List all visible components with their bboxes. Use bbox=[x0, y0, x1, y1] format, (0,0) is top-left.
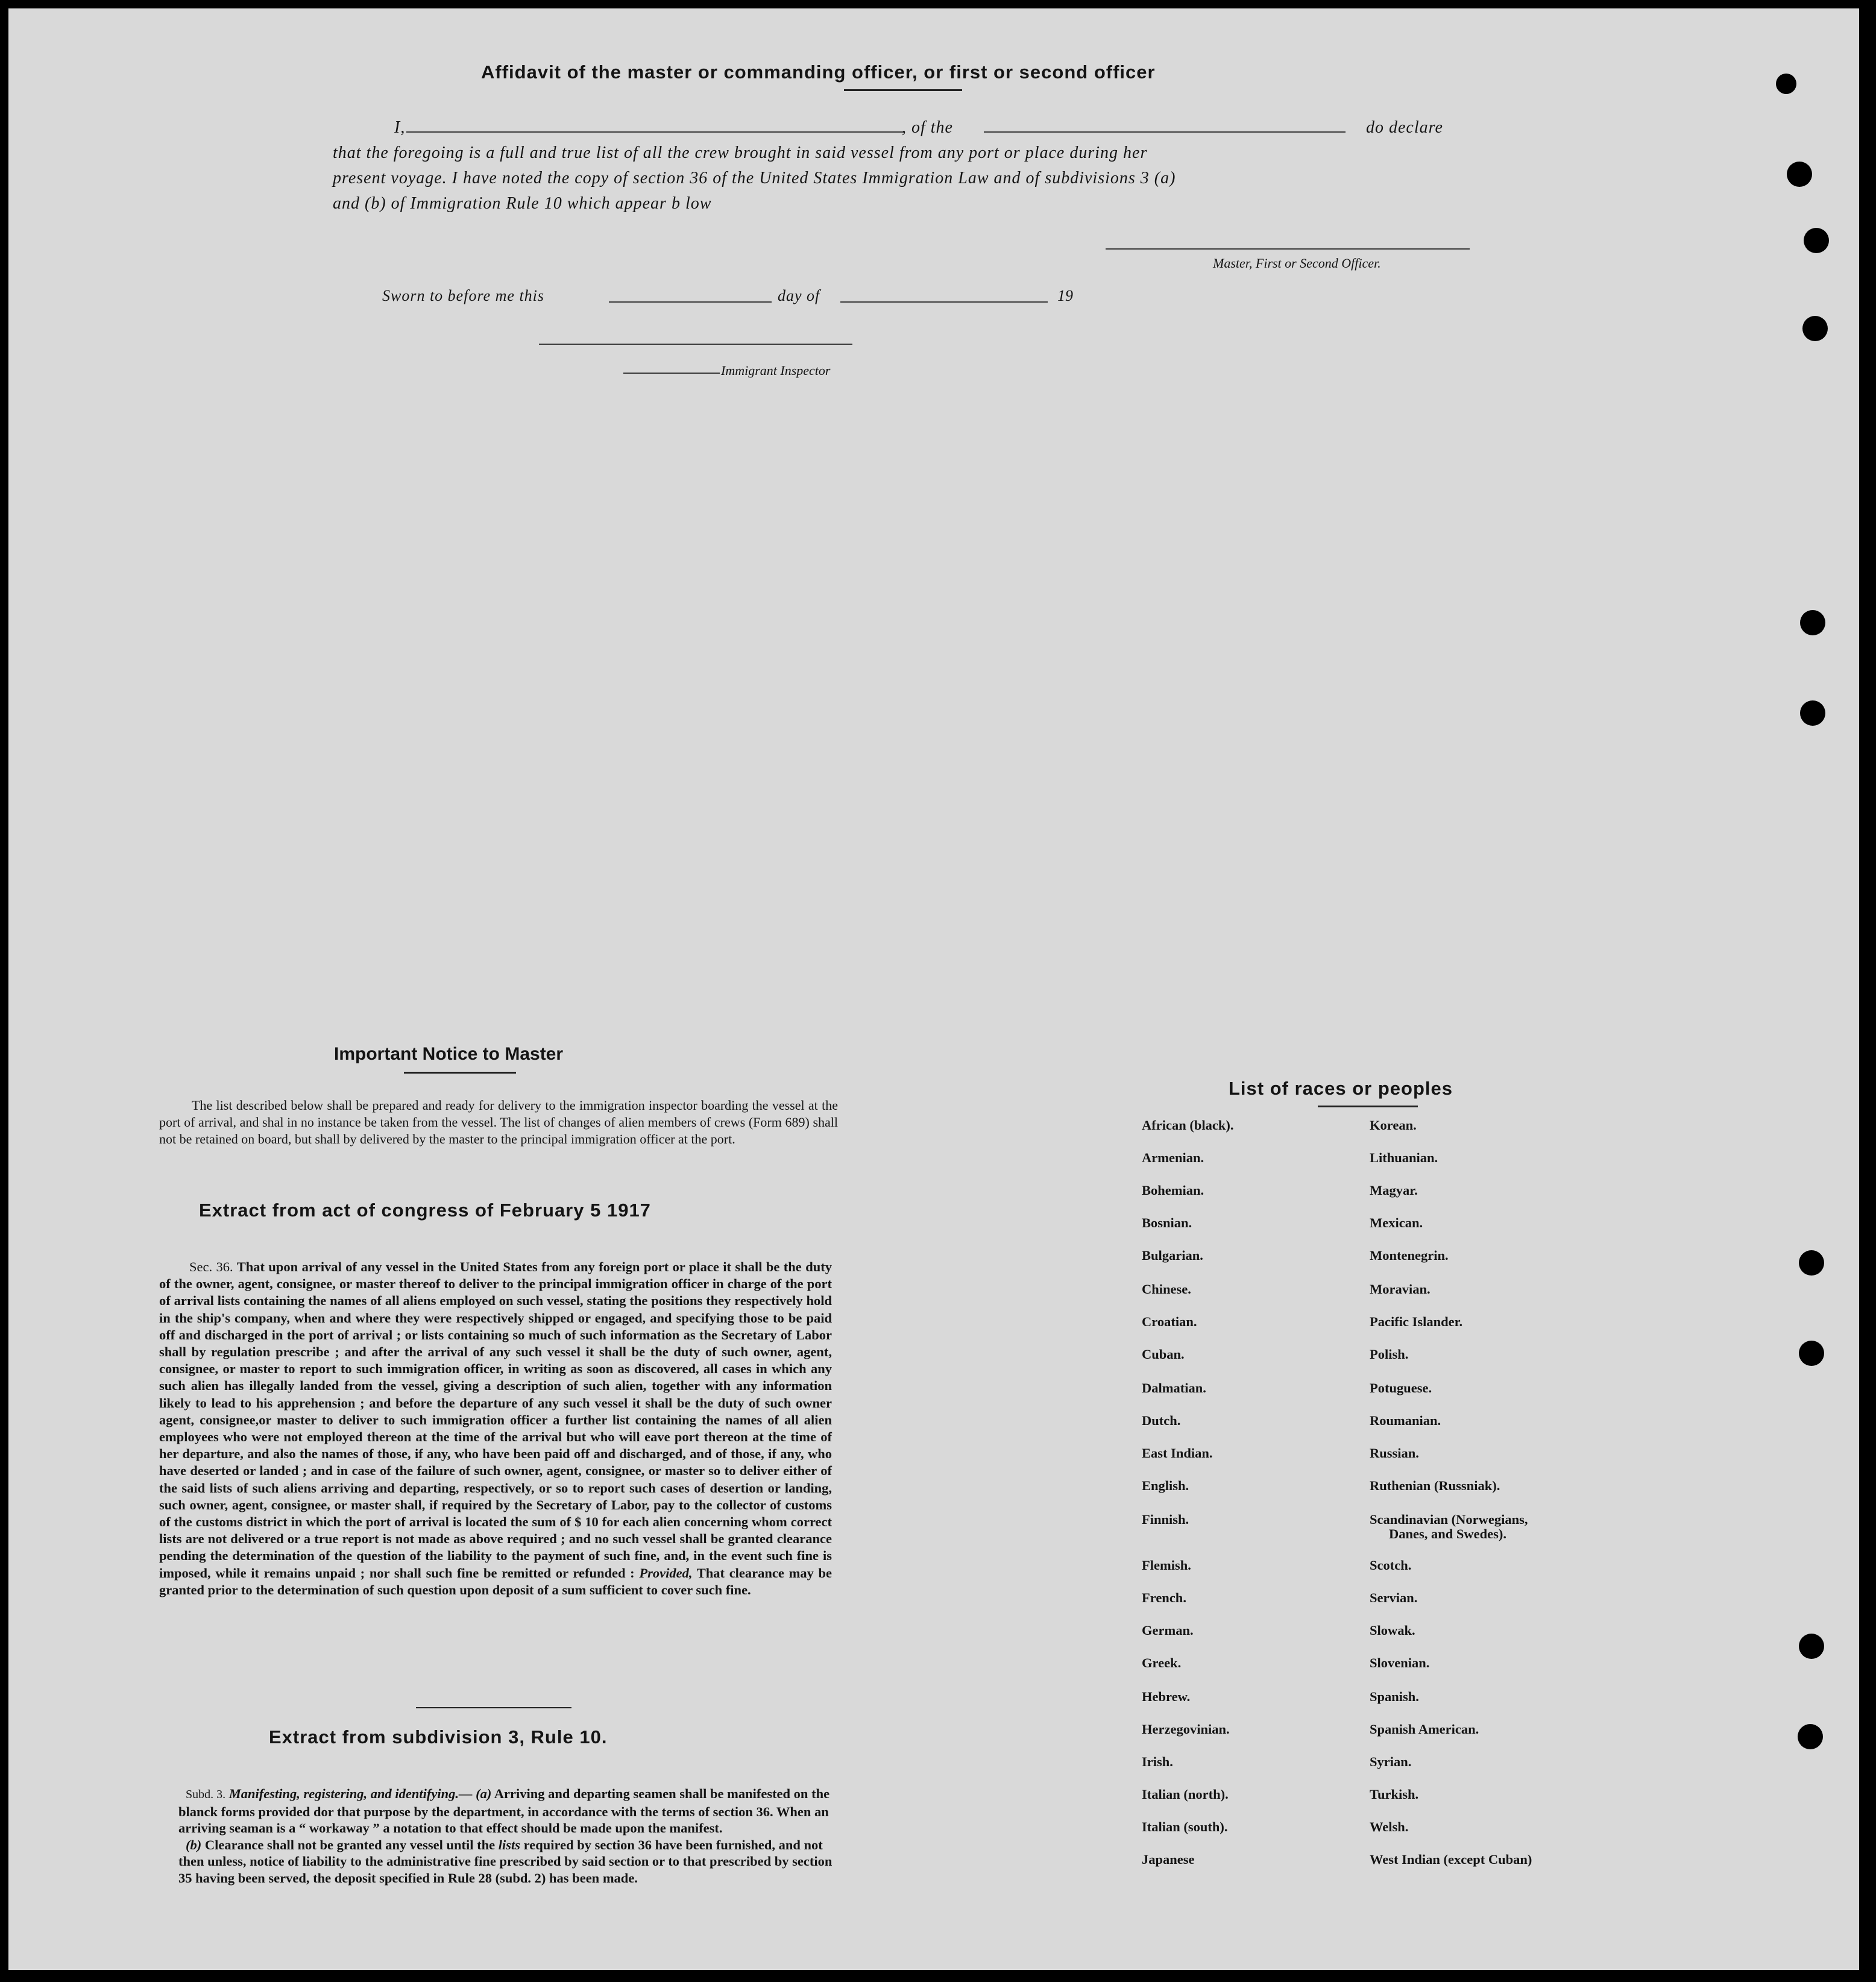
race-item: English. bbox=[1142, 1478, 1189, 1493]
race-item: Roumanian. bbox=[1370, 1413, 1441, 1428]
affidavit-do-declare: do declare bbox=[1366, 118, 1443, 137]
section-36-text bbox=[159, 1259, 832, 1599]
race-item: Herzegovinian. bbox=[1142, 1722, 1230, 1737]
signature-line[interactable] bbox=[1106, 248, 1470, 250]
race-item: West Indian (except Cuban) bbox=[1370, 1852, 1532, 1867]
race-item: Flemish. bbox=[1142, 1558, 1191, 1573]
races-underline bbox=[1318, 1106, 1418, 1107]
notice-title: Important Notice to Master bbox=[334, 1044, 564, 1064]
race-item: Slovenian. bbox=[1370, 1655, 1430, 1670]
race-item: Cuban. bbox=[1142, 1347, 1185, 1362]
subd-b-lists: lists bbox=[498, 1837, 521, 1852]
subd-b-text-2: required by section 36 have been furnished, and not then unless, notice of liability to the administrative fine prescribed by said section or to that prescribed by section 35 having been served, the deposit specified in Rule 28 (subd. 2) has been made. bbox=[178, 1837, 833, 1886]
race-item: Welsh. bbox=[1370, 1819, 1409, 1834]
punch-hole bbox=[1800, 610, 1825, 635]
race-item: Servian. bbox=[1370, 1590, 1418, 1605]
affidavit-line-3: present voyage. I have noted the copy of section 36 of the United States Immigration Law and of subdivisions 3 (a) bbox=[333, 169, 1176, 187]
race-item: Armenian. bbox=[1142, 1150, 1204, 1165]
inspector-label: Immigrant Inspector bbox=[721, 363, 831, 378]
race-item: Polish. bbox=[1370, 1347, 1409, 1362]
punch-hole bbox=[1798, 1724, 1823, 1749]
race-item: Magyar. bbox=[1370, 1183, 1418, 1198]
affidavit-line-4: and (b) of Immigration Rule 10 which appear b low bbox=[333, 194, 712, 213]
inspector-lead-line bbox=[623, 373, 720, 374]
race-item: German. bbox=[1142, 1623, 1194, 1638]
sworn-month-blank[interactable] bbox=[840, 301, 1048, 303]
race-item: French. bbox=[1142, 1590, 1186, 1605]
punch-hole bbox=[1799, 1634, 1824, 1659]
punch-hole bbox=[1799, 1341, 1824, 1366]
races-title: List of races or peoples bbox=[1229, 1078, 1453, 1099]
race-item: Dutch. bbox=[1142, 1413, 1181, 1428]
affidavit-i: I, bbox=[394, 118, 406, 137]
title-underline bbox=[844, 89, 962, 91]
section-divider bbox=[416, 1707, 571, 1708]
provided-word: Provided, bbox=[639, 1565, 693, 1581]
race-item: Spanish American. bbox=[1370, 1722, 1479, 1737]
inspector-signature-line[interactable] bbox=[539, 344, 852, 345]
affidavit-line-2: that the foregoing is a full and true list of all the crew brought in said vessel from any port or place during her bbox=[333, 143, 1148, 162]
race-item: Turkish. bbox=[1370, 1787, 1419, 1802]
subd-b-text-1: Clearance shall not be granted any vessel until the bbox=[204, 1837, 496, 1852]
sworn-prefix: Sworn to before me this bbox=[382, 287, 545, 304]
sworn-year: 19 bbox=[1057, 287, 1073, 304]
race-item: Irish. bbox=[1142, 1754, 1173, 1769]
subd-heading: Manifesting, registering, and identifying.— (a) bbox=[228, 1786, 492, 1801]
subd-b-label: (b) bbox=[186, 1837, 202, 1852]
document-page bbox=[8, 8, 1859, 1970]
race-item: Greek. bbox=[1142, 1655, 1182, 1670]
race-item: Chinese. bbox=[1142, 1282, 1191, 1297]
race-item: Danes, and Swedes). bbox=[1389, 1526, 1507, 1541]
race-item: Ruthenian (Russniak). bbox=[1370, 1478, 1500, 1493]
race-item: Bulgarian. bbox=[1142, 1248, 1203, 1263]
sworn-day-blank[interactable] bbox=[609, 301, 772, 303]
notice-underline bbox=[404, 1072, 516, 1074]
act-extract-title: Extract from act of congress of February 5 1917 bbox=[199, 1200, 651, 1221]
punch-hole bbox=[1799, 1250, 1824, 1276]
affidavit-of-the: , of the bbox=[902, 118, 953, 137]
race-item: Italian (south). bbox=[1142, 1819, 1228, 1834]
race-item: Finnish. bbox=[1142, 1512, 1189, 1527]
race-item: East Indian. bbox=[1142, 1446, 1213, 1461]
subd-a-text: Arriving and departing seamen shall be manifested on the blanck forms provided dor that purpose by the department, in accordance with the terms of section 36. When an arriving seaman is a “ workaway ” a notation to that effect should be made upon the manifest. bbox=[178, 1786, 830, 1836]
race-item: Mexican. bbox=[1370, 1215, 1423, 1230]
race-item: Scandinavian (Norwegians, bbox=[1370, 1512, 1528, 1527]
race-item: Scotch. bbox=[1370, 1558, 1412, 1573]
race-item: Lithuanian. bbox=[1370, 1150, 1438, 1165]
signature-label: Master, First or Second Officer. bbox=[1213, 256, 1381, 271]
sworn-day-of: day of bbox=[778, 287, 820, 304]
punch-hole bbox=[1787, 162, 1812, 187]
rule-extract-title: Extract from subdivision 3, Rule 10. bbox=[269, 1726, 608, 1748]
race-item: Bosnian. bbox=[1142, 1215, 1192, 1230]
race-item: Slowak. bbox=[1370, 1623, 1415, 1638]
race-item: Japanese bbox=[1142, 1852, 1195, 1867]
race-item: Croatian. bbox=[1142, 1314, 1197, 1329]
race-item: Montenegrin. bbox=[1370, 1248, 1449, 1263]
vessel-blank[interactable] bbox=[984, 131, 1346, 133]
race-item: Pacific Islander. bbox=[1370, 1314, 1463, 1329]
race-item: Spanish. bbox=[1370, 1689, 1419, 1704]
notice-body: The list described below shall be prepared and ready for delivery to the immigration inspector boarding the vessel at the port of arrival, and shal in no instance be taken from the vessel. The list of changes of alien members of crews (Form 689) shall not be retained on board, but shall by delivered by the master to the principal immigration officer at the port. bbox=[159, 1098, 838, 1147]
race-item: Bohemian. bbox=[1142, 1183, 1204, 1198]
punch-hole bbox=[1800, 700, 1825, 726]
punch-hole bbox=[1802, 316, 1828, 341]
race-item: Dalmatian. bbox=[1142, 1380, 1206, 1395]
race-item: Hebrew. bbox=[1142, 1689, 1191, 1704]
section-36-end: That clearance may be granted prior to the determination of such question upon deposit of a sum sufficient to cover such fine. bbox=[159, 1565, 833, 1597]
subd-label: Subd. 3. bbox=[186, 1788, 226, 1801]
subdivision-3-text bbox=[178, 1785, 833, 1886]
race-item: Italian (north). bbox=[1142, 1787, 1229, 1802]
punch-hole bbox=[1804, 228, 1829, 253]
section-36-body: That upon arrival of any vessel in the United States from any foreign port or place it shall be the duty of the owner, agent, consignee, or master thereof to deliver to the principal immigration officer in charge of the port of arrival lists containing the names of all aliens employed on such vessel, stating the positions they respectively hold in the ship's company, when and where they were respectively shipped or engaged, and specifying those to be paid off and discharged in the port of arrival ; or lists containing so much of such information as the Secretary of Labor shall by regulation prescribe ; and after the arrival of any such vessel it shall be the duty of such owner, agent, consignee, or master to report to such immigration officer, in writing as soon as discovered, all cases in which any such alien has illegally landed from the vessel, giving a description of such alien, together with any information likely to lead to his apprehension ; and before the departure of any such vessel it shall be the duty of such owner agent, consignee,or master to deliver to such immigration officer a further list containing the names of all alien employees who were not employed thereon at the time of the arrival but who will eave port thereon at the time of her departure, and also the names of those, if any, who have been paid off and discharged, and of those, if any, who have deserted or landed ; and in case of the failure of such owner, agent, consignee, or master so to deliver either of the said lists of such aliens arriving and departing, respectively, or so to report such cases of desertion or landing, such owner, agent, consignee, or master shall, if required by the Secretary of Labor, pay to the collector of customs of the customs district in which the port of arrival is located the sum of $ 10 for each alien concerning whom correct lists are not delivered or a true report is not made as above required ; and no such vessel shall be granted clearance pending the determination of the question of the liability to the payment of such fine, and, in the event such fine is imposed, while it remains unpaid ; nor shall such fine be remitted or refunded : bbox=[159, 1259, 832, 1581]
affidavit-title: Affidavit of the master or commanding officer, or first or second officer bbox=[481, 61, 1156, 83]
race-item: African (black). bbox=[1142, 1118, 1234, 1133]
race-item: Moravian. bbox=[1370, 1282, 1431, 1297]
name-blank[interactable] bbox=[406, 131, 903, 133]
bleed-through-marks bbox=[159, 479, 1666, 1081]
punch-hole bbox=[1776, 74, 1796, 94]
race-item: Potuguese. bbox=[1370, 1380, 1432, 1395]
section-label: Sec. 36. bbox=[189, 1259, 233, 1274]
race-item: Syrian. bbox=[1370, 1754, 1412, 1769]
race-item: Russian. bbox=[1370, 1446, 1419, 1461]
race-item: Korean. bbox=[1370, 1118, 1417, 1133]
